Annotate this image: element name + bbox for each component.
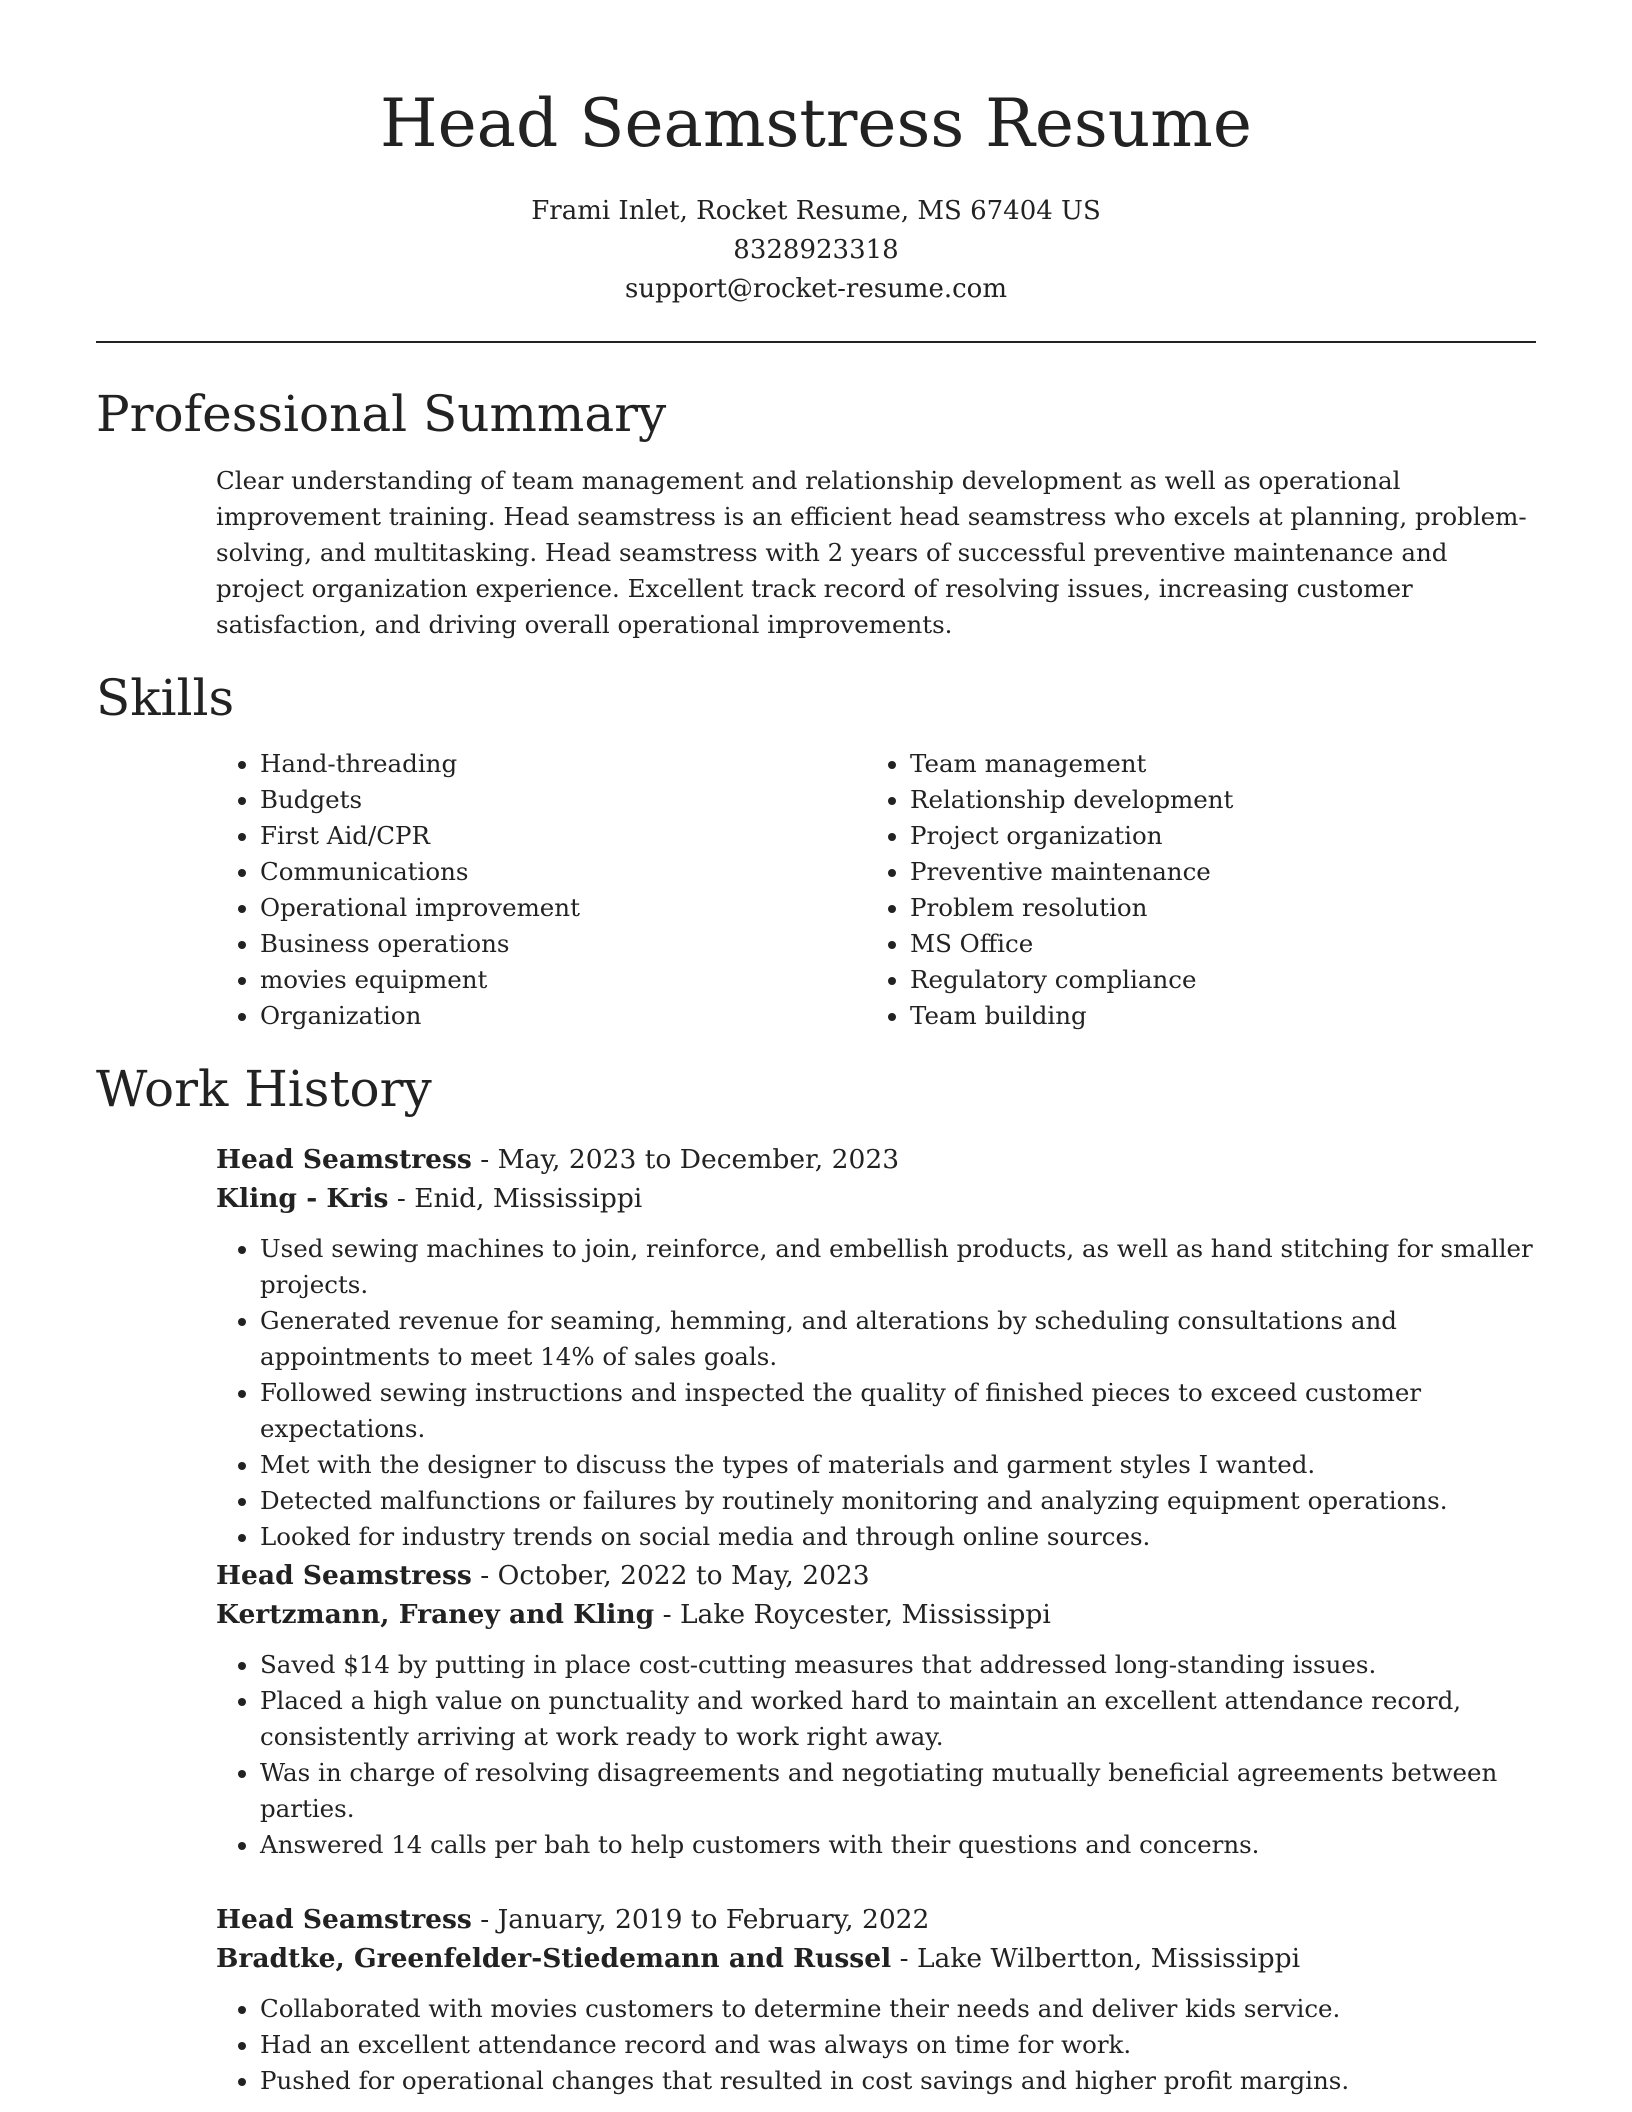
skills-heading: Skills xyxy=(96,669,235,727)
skill-item: • Project organization xyxy=(910,818,1516,854)
skills-column-right xyxy=(866,746,1516,1034)
job-bullet: • Answered 14 calls per bah to help customers with their questions and concerns. xyxy=(260,1827,1556,1863)
job-bullet: • Generated revenue for seaming, hemming, and alterations by scheduling consultations and appointments to meet 14% of sales goals. xyxy=(260,1303,1556,1375)
job-bullet: • Pushed for operational changes that resulted in cost savings and higher profit margins. xyxy=(260,2063,1556,2099)
job-bullet: • Placed a high value on punctuality and worked hard to maintain an excellent attendance record, consistently arriving at work ready to work right away. xyxy=(260,1683,1556,1755)
skill-item: • Preventive maintenance xyxy=(910,854,1516,890)
job-dates: - January, 2019 to February, 2022 xyxy=(471,1904,930,1935)
job-company: Bradtke, Greenfelder-Stiedemann and Russel xyxy=(216,1943,892,1974)
job-bullets xyxy=(216,1991,1556,2099)
summary-text: Clear understanding of team management and relationship development as well as operational improvement training. Head seamstress is an efficient head seamstress who excels at planning, problem-solving, and multitasking. Head seamstress with 2 years of successful preventive maintenance and project organization experience. Excellent track record of resolving issues, increasing customer satisfaction, and driving overall operational improvements. xyxy=(216,466,1527,639)
job-title-line xyxy=(216,1900,1556,1939)
skill-item: • Team management xyxy=(910,746,1516,782)
skill-item: • Communications xyxy=(260,854,866,890)
contact-block xyxy=(0,192,1632,309)
resume-title: Head Seamstress Resume xyxy=(380,85,1252,162)
job-company-line xyxy=(216,1939,1556,1978)
job-bullets xyxy=(216,1231,1556,1555)
job-company-line xyxy=(216,1595,1556,1634)
job-title-line xyxy=(216,1140,1556,1179)
skills-list xyxy=(216,746,1536,1034)
skill-item: • Business operations xyxy=(260,926,866,962)
job-role: Head Seamstress xyxy=(216,1904,472,1935)
skills-column-left xyxy=(216,746,866,1034)
job-role: Head Seamstress xyxy=(216,1560,472,1591)
skill-item: • MS Office xyxy=(910,926,1516,962)
job-bullet: • Used sewing machines to join, reinforce, and embellish products, as well as hand stitching for smaller projects. xyxy=(260,1231,1556,1303)
job-bullet: • Followed sewing instructions and inspected the quality of finished pieces to exceed customer expectations. xyxy=(260,1375,1556,1447)
skill-item: • Hand-threading xyxy=(260,746,866,782)
email: support@rocket-resume.com xyxy=(624,274,1007,304)
job-bullets xyxy=(216,1647,1556,1863)
job-role: Head Seamstress xyxy=(216,1144,472,1175)
job-company: Kling - Kris xyxy=(216,1183,389,1214)
job-bullet: • Collaborated with movies customers to determine their needs and deliver kids service. xyxy=(260,1991,1556,2027)
job-location: - Lake Wilbertton, Mississippi xyxy=(891,1943,1301,1974)
job-bullet: • Had an excellent attendance record and was always on time for work. xyxy=(260,2027,1556,2063)
phone: 8328923318 xyxy=(733,235,899,265)
summary-heading: Professional Summary xyxy=(96,385,667,443)
skill-item: • Organization xyxy=(260,998,866,1034)
skill-item: • First Aid/CPR xyxy=(260,818,866,854)
skill-item: • Relationship development xyxy=(910,782,1516,818)
resume-header xyxy=(0,0,1632,309)
address: Frami Inlet, Rocket Resume, MS 67404 US xyxy=(531,196,1101,226)
header-divider xyxy=(96,341,1536,343)
job-bullet: • Saved $14 by putting in place cost-cutting measures that addressed long-standing issues. xyxy=(260,1647,1556,1683)
job-bullet: • Met with the designer to discuss the types of materials and garment styles I wanted. xyxy=(260,1447,1556,1483)
skill-item: • Regulatory compliance xyxy=(910,962,1516,998)
job-title-line xyxy=(216,1556,1556,1595)
job-bullet: • Looked for industry trends on social media and through online sources. xyxy=(260,1519,1556,1555)
work-history-heading: Work History xyxy=(96,1060,432,1118)
skill-item: • Budgets xyxy=(260,782,866,818)
job-entry xyxy=(216,1556,1556,1863)
job-bullet: • Detected malfunctions or failures by routinely monitoring and analyzing equipment operations. xyxy=(260,1483,1556,1519)
job-dates: - May, 2023 to December, 2023 xyxy=(471,1144,900,1175)
skill-item: • Operational improvement xyxy=(260,890,866,926)
job-company-line xyxy=(216,1179,1556,1218)
job-bullet: • Was in charge of resolving disagreements and negotiating mutually beneficial agreements between parties. xyxy=(260,1755,1556,1827)
job-location: - Lake Roycester, Mississippi xyxy=(654,1599,1051,1630)
skill-item: • Team building xyxy=(910,998,1516,1034)
job-company: Kertzmann, Franey and Kling xyxy=(216,1599,655,1630)
job-location: - Enid, Mississippi xyxy=(388,1183,643,1214)
job-entry xyxy=(216,1900,1556,2099)
skill-item: • movies equipment xyxy=(260,962,866,998)
skill-item: • Problem resolution xyxy=(910,890,1516,926)
job-dates: - October, 2022 to May, 2023 xyxy=(471,1560,870,1591)
job-entry xyxy=(216,1140,1556,1555)
